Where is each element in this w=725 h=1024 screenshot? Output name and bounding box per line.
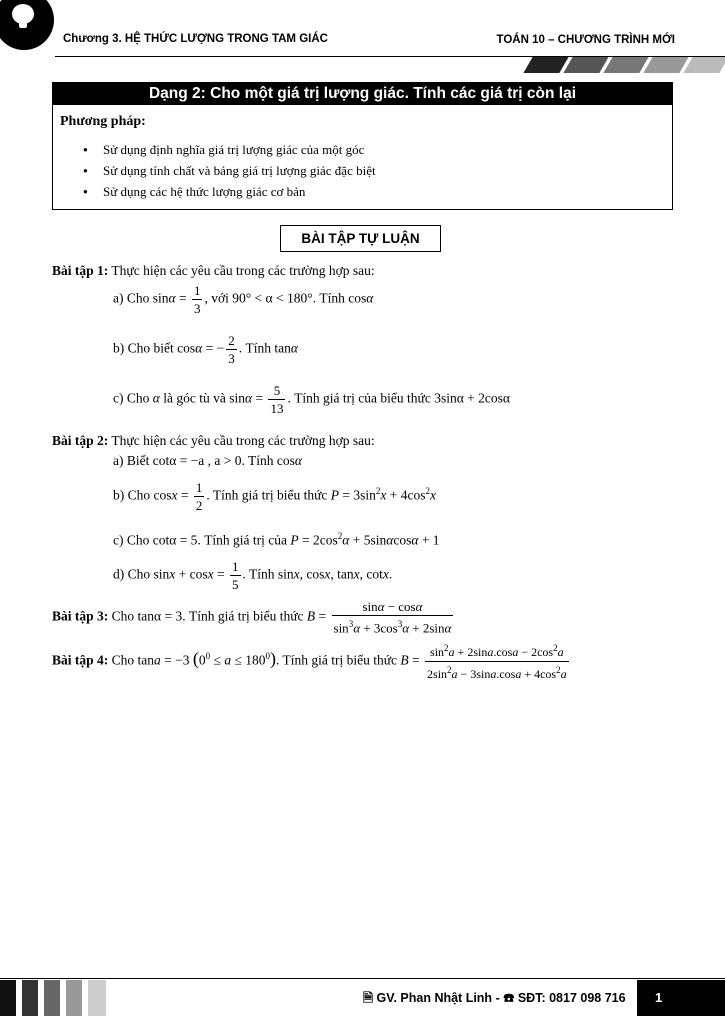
bt1-a-pre: a) Cho [113, 290, 150, 306]
footer-rule [0, 978, 725, 979]
course-title: TOÁN 10 – CHƯƠNG TRÌNH MỚI [496, 34, 675, 46]
bt2-c-expr: cotα = 5 [152, 532, 198, 548]
bt1-b-post: . Tính [238, 340, 271, 356]
bt3-post: . Tính giá trị biểu thức [182, 608, 304, 624]
method-label: Phương pháp: [60, 114, 146, 129]
bt1-label: Bài tập 1: [52, 263, 109, 278]
bt2-d-pre: d) Cho [113, 566, 151, 582]
bt2-b-pre: b) Cho [113, 487, 151, 503]
bt3-pre: Cho [111, 608, 135, 624]
phone-icon: ☎ [503, 991, 515, 1005]
bt1-c-mid: là góc tù và [163, 390, 226, 406]
bt2-c: c) Cho cotα = 5. Tính giá trị của $P = 2\cos^2\alpha + 5\sin\alpha\cos\alpha + 1$ [113, 531, 440, 548]
bt1-b: b) Cho biết cosα = − $\frac{2}{3}$ . Tính tanα [113, 333, 298, 366]
bt1-a: a) Cho sinα = $\frac{1}{3}$ , với 90° < α < 180°. Tính cosα [113, 283, 374, 316]
separator: - [495, 991, 504, 1005]
bt1-heading [52, 262, 375, 280]
bt2-heading [52, 432, 375, 450]
bt2-intro: Thực hiện các yêu cầu trong các trường hợp sau: [111, 433, 375, 448]
bt4-post: . Tính giá trị biểu thức [275, 652, 398, 668]
bt2-a: a) Biết cotα = −a , a > 0. Tính cosα [113, 453, 302, 468]
page-number: 1 [637, 980, 725, 1016]
bt3-label: Bài tập 3: [52, 608, 109, 624]
list-item: ● Sử dụng tính chất và bảng giá trị lượng giác đặc biệt [83, 160, 376, 181]
bt2-a-pre: a) Biết [113, 453, 150, 468]
method-list [83, 139, 376, 202]
bt4-label: Bài tập 4: [52, 652, 109, 668]
header-stripes [520, 57, 725, 73]
bt4-pre: Cho [111, 652, 135, 668]
bt1-c-expr: 3sinα + 2cosα [434, 390, 510, 406]
exercise-heading: BÀI TẬP TỰ LUẬN [280, 225, 441, 252]
bt2-d: d) Cho sinx + cosx = $\frac{1}{5}$ . Tính sinx, cosx, tanx, cotx. [113, 559, 393, 592]
footer-author: GV. Phan Nhật Linh [376, 991, 493, 1005]
bt3: Bài tập 3: Cho tanα = 3. Tính giá trị biểu thức B = $\frac{\sin\alpha - \cos\alpha}{\sin^3\alpha + 3\cos^3\alpha + 2\sin\alpha}$ [52, 599, 452, 636]
bt3-expr: tanα = 3 [137, 608, 183, 624]
lightbulb-icon [12, 4, 34, 24]
bt4: Bài tập 4: Cho tana = −3 $(0^0 \le a \le 180^0)$. Tính giá trị biểu thức B = $\frac{\sin^2a + 2\sin a.\cos a - 2\cos^2a}{2\sin^2a - 3\sin a.\cos a + 4\cos^2a}$ [52, 643, 567, 681]
bt2-a-expr: cotα = −a , a > 0 [152, 453, 242, 468]
bt1-c-pre: c) Cho [113, 390, 150, 406]
bt2-c-post: . Tính giá trị của [197, 532, 288, 548]
bt2-a-post: . Tính [241, 453, 274, 468]
list-item: ● Sử dụng các hệ thức lượng giác cơ bản [83, 181, 376, 202]
list-item: ● Sử dụng định nghĩa giá trị lượng giác của một góc [83, 139, 376, 160]
document-icon: 🗎 [363, 991, 374, 1005]
bt2-label: Bài tập 2: [52, 433, 109, 448]
footer-phone: SĐT: 0817 098 716 [517, 991, 626, 1005]
bt2-c-pre: c) Cho [113, 532, 150, 548]
bt2-d-post: . Tính [242, 566, 275, 582]
method-box [52, 82, 673, 210]
bt2-b: b) Cho cosx = $\frac{1}{2}$ . Tính giá trị biểu thức $P = 3\sin^2x + 4\cos^2x$ [113, 480, 437, 513]
footer-contact [363, 989, 626, 1010]
bt2-b-post: . Tính giá trị biểu thức [206, 487, 328, 503]
bt1-a-post: . Tính [312, 290, 345, 306]
bt1-c: c) Cho α là góc tù và sinα = $\frac{5}{13}$ . Tính giá trị của biểu thức 3sinα + 2cosα [113, 383, 510, 416]
chapter-title: Chương 3. HỆ THỨC LƯỢNG TRONG TAM GIÁC [63, 33, 328, 45]
bt1-c-post: . Tính giá trị của biểu thức [287, 390, 431, 406]
bt1-b-pre: b) Cho biết [113, 340, 174, 356]
section-title: Dạng 2: Cho một giá trị lượng giác. Tính các giá trị còn lại [53, 83, 672, 105]
bt1-a-cond: 90° < α < 180° [232, 290, 313, 306]
bt1-intro: Thực hiện các yêu cầu trong các trường hợp sau: [111, 263, 375, 278]
bt1-a-mid: , với [204, 290, 229, 306]
logo [0, 0, 54, 50]
